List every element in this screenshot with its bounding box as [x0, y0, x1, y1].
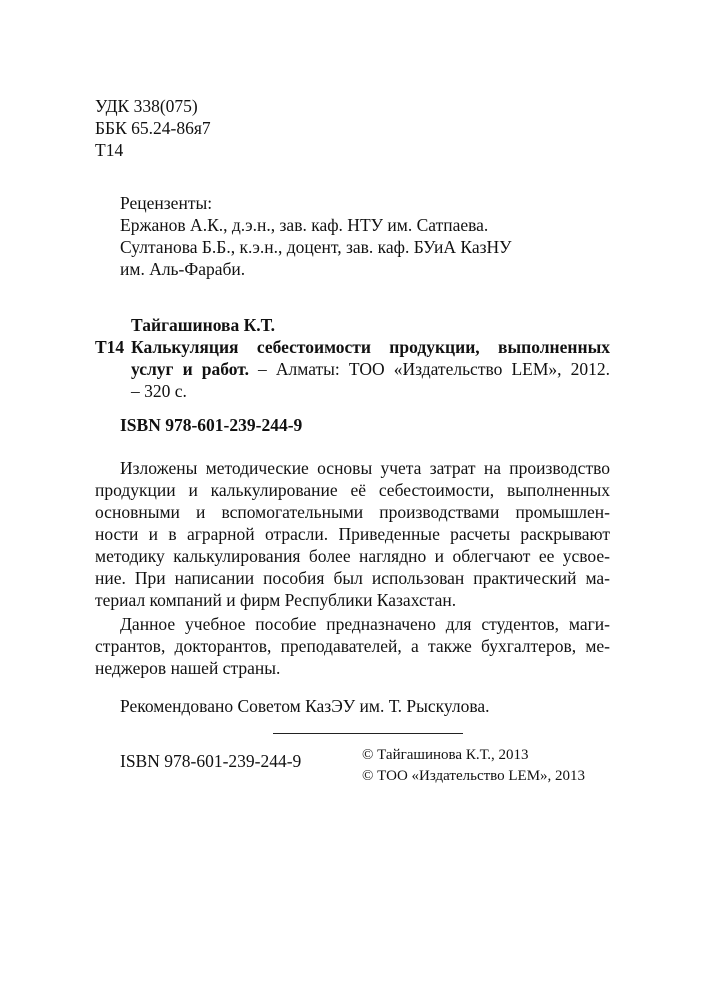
book-title-line: Калькуляция себестоимости продукции, выполненных [131, 337, 610, 357]
annotation-line: основными и вспомогательными производствами промышлен- [95, 502, 610, 522]
bibliographic-code: Т14 [95, 337, 125, 357]
annotation-line: продукции и калькулирование её себестоимости, выполненных [95, 480, 610, 500]
annotation-line: ности и в аграрной отрасли. Приведенные расчеты раскрывают [95, 524, 610, 544]
annotation-line: Данное учебное пособие предназначено для студентов, маги- [120, 614, 610, 634]
classification-block [95, 95, 211, 161]
reviewer-line: Султанова Б.Б., к.э.н., доцент, зав. каф. БУиА КазНУ [120, 237, 512, 257]
annotation-line: методику калькулирования более наглядно и облегчают ее усвое- [95, 546, 610, 566]
page-count: – 320 с. [131, 381, 187, 401]
annotation-line: териал компаний и фирм Республики Казахстан. [95, 590, 457, 610]
udk-code: УДК 338(075) [95, 96, 198, 116]
recommendation: Рекомендовано Советом КазЭУ им. Т. Рыскулова. [120, 696, 490, 716]
annotation-line: Изложены методические основы учета затрат на производство [120, 458, 610, 478]
reviewers-heading: Рецензенты: [120, 193, 213, 213]
reviewers-block [120, 192, 512, 280]
publisher-info: – Алматы: ТОО «Издательство LEM», 2012. [248, 359, 610, 379]
copyright-author: © Тайгашинова К.Т., 2013 [362, 747, 529, 763]
book-title-end: услуг и работ. [131, 359, 249, 379]
annotation-line: странтов, докторантов, преподавателей, а также бухгалтеров, ме- [95, 636, 610, 656]
annotation-line: неджеров нашей страны. [95, 658, 281, 678]
divider-line [273, 733, 463, 734]
bbk-code: ББК 65.24-86я7 [95, 118, 211, 138]
author-name: Тайгашинова К.Т. [131, 315, 275, 335]
book-title-publisher-line [131, 358, 610, 380]
annotation-line: ние. При написании пособия был использован практический ма- [95, 568, 610, 588]
isbn-main: ISBN 978-601-239-244-9 [120, 415, 303, 435]
author-mark: Т14 [95, 140, 124, 160]
isbn-footer: ISBN 978-601-239-244-9 [120, 751, 302, 771]
reviewer-line: Ержанов А.К., д.э.н., зав. каф. НТУ им. Сатпаева. [120, 215, 489, 235]
bibliographic-entry [131, 336, 610, 402]
reviewer-line: им. Аль-Фараби. [120, 259, 246, 279]
annotation [95, 457, 610, 679]
copyright-block [362, 745, 585, 787]
copyright-publisher: © ТОО «Издательство LEM», 2013 [362, 768, 586, 784]
